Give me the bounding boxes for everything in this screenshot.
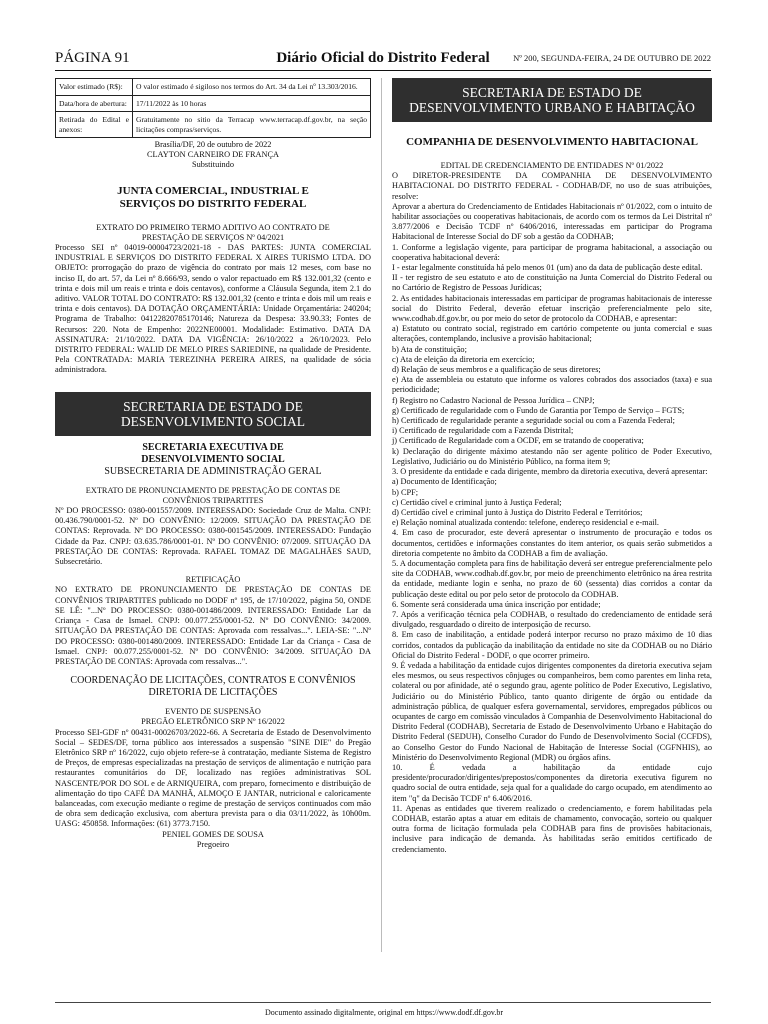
edital-paragraph: 4. Em caso de procurador, este deverá apresentar o instrumento de procuração e todos os documentos, certidões e informações constantes do item anterior, os quais serão submetidos a diretoria competente no âmbito da CODHAB a fim de avaliação. bbox=[392, 528, 712, 558]
table-row bbox=[56, 79, 371, 96]
edital-paragraph: 5. A documentação completa para fins de habilitação deverá ser entregue preferencialmente pelo site da CODHAB, www.codhab.df.gov.br, por meio de preenchimento eletrônico na área restrita da entidade, mediante login e senha, no prazo de 60 (sessenta) dias corridos a contar da publicação deste edital ou por pelo setor de protocolo da CODHAB. bbox=[392, 558, 712, 599]
subsecretaria: SUBSECRETARIA DE ADMINISTRAÇÃO GERAL bbox=[104, 465, 322, 477]
table-value: 17/11/2022 às 10 horas bbox=[133, 95, 371, 112]
edital-paragraph: 9. É vedada a habilitação da entidade cujos dirigentes componentes da diretoria executiva sejam eles mesmos, ou seus respectivos cônjuges ou companheiros, bem como parentes em linha reta, colateral ou por afinidade, até o segundo grau, agente político de Poder Executivo, Legislativo, Judiciário ou do Ministério Público, tanto quanto dirigente de órgão ou entidade da administração pública, de qualquer esfera governamental, servidores, empregados públicos ou ocupantes de cargo em comissão vinculados à Companhia de Desenvolvimento Habitacional do Distrito Federal (CODHAB), Secretaria de Estado de Desenvolvimento Urbano e Habitação do Distrito Federal (SEDUH), Conselho Curador do Fundo de Desenvolvimento Social (CCFDS), ao Conselho Gestor do Fundo Nacional de Habitação de Interesse Social (CGFNHIS), ao Ministério do Desenvolvimento Regional (MDR) ou órgãos afins. bbox=[392, 660, 712, 762]
footer-rule bbox=[55, 1002, 711, 1003]
extrato-title: EXTRATO DE PRONUNCIAMENTO DE PRESTAÇÃO DE CONTAS DE CONVÊNIOS TRIPARTITES bbox=[85, 485, 341, 505]
footer-note: Documento assinado digitalmente, original em https://www.dodf.df.gov.br bbox=[264, 1008, 504, 1017]
sign-role: Pregoeiro bbox=[196, 839, 230, 849]
edital-paragraph: b) Ata de constituição; bbox=[392, 344, 467, 354]
edital-paragraph: 6. Somente será considerada uma única inscrição por entidade; bbox=[392, 599, 601, 609]
table-value: Gratuitamente no sitio da Terracap www.terracap.df.gov.br, na seção licitações compras/serviços. bbox=[133, 112, 371, 138]
edital-body bbox=[392, 171, 712, 855]
edital-paragraph: c) Ata de eleição da diretoria em exercício; bbox=[392, 354, 535, 364]
edital-paragraph: g) Certificado de regularidade com o Fundo de Garantia por Tempo de Serviço – FGTS; bbox=[392, 405, 685, 415]
junta-body: Processo SEI nº 04019-00004723/2021-18 - DAS PARTES: JUNTA COMERCIAL INDUSTRIAL E SERVIÇOS DO DISTRITO FEDERAL X AIRES TURISMO LTDA. DO OBJETO: prorrogação do prazo de vigência do contrato por mais 12 meses, com base no inciso II, do art. 57, da Lei nº 8.666/93, sendo o valor repactuado em R$ 132.001,32 (cento e trinta e dois mil um reais e trinta e dois centavos), conforme a Cláusula Segunda, item 2.1 do aditivo. VALOR TOTAL DO CONTRATO: R$ 132.001,32 (cento e trinta e dois mil um reais e trinta e dois centavos). DA DOTAÇÃO ORÇAMENTÁRIA: Unidade Orçamentária: 240204; Programa de Trabalho: 04122820785170146; Natureza da Despesa: 33.90.33; Fontes de Recursos: 220. Nota de Empenho: 2022NE00001. Modalidade: Estimativo. DATA DA ASSINATURA: 21/10/2022. DATA DA VIGÊNCIA: 26/10/2022 a 26/10/2023. Pelo DISTRITO FEDERAL: WALID DE MELO PIRES SARIEDINE, na qualidade de Presidente. Pela CONTRATADA: MARIA TEREZINHA PEREIRA AIRES, na qualidade de sócia administradora. bbox=[55, 243, 371, 375]
signature-block bbox=[55, 140, 371, 171]
edital-paragraph: d) Relação de seus membros e a qualificação de seus diretores; bbox=[392, 365, 601, 375]
evento-body: Processo SEI-GDF nº 00431-00026703/2022-66. A Secretaria de Estado de Desenvolvimento Social – SEDES/DF, torna público aos interessados a suspensão "SINE DIE" do Pregão Eletrônico SRP nº 16/2022, cujo objeto refere-se à contratação, mediante Sistema de Registro de Preços, de empresas especializadas na prestação de serviços de alimentação e nutrição para restaurantes comunitários do DF, localizado nas regiões administrativas SOL NASCENTE/POR DO SOL e de ARNIQUEIRA, com preparo, fornecimento e distribuição de alimentação do tipo CAFÉ DA MANHÃ, ALMOÇO E JANTAR, nutricional e caloricamente balanceadas, com execução mediante o regime de prestação de serviços continuados com mão de obra sem dedicação exclusiva, com abertura prevista para o dia 03/11/2022, às 10h00m. UASG: 450858. Informações: (61) 3773.7150. bbox=[55, 727, 371, 829]
table-key: Valor estimado (R$): bbox=[56, 79, 133, 96]
retificacao-title: RETIFICAÇÃO bbox=[185, 575, 241, 585]
edital-paragraph: O DIRETOR-PRESIDENTE DA COMPANHIA DE DESENVOLVIMENTO HABITACIONAL DO DISTRITO FEDERAL - CODHAB/DF, no uso de suas atribuições, resolve: bbox=[392, 171, 712, 201]
table-row bbox=[56, 95, 371, 112]
table-value: O valor estimado é sigiloso nos termos do Art. 34 da Lei nº 13.303/2016. bbox=[133, 79, 371, 96]
column-divider bbox=[381, 78, 382, 952]
edital-paragraph: a) Documento de Identificação; bbox=[392, 477, 497, 487]
codhab-title: COMPANHIA DE DESENVOLVIMENTO HABITACIONAL bbox=[406, 136, 698, 148]
edital-paragraph: b) CPF; bbox=[392, 487, 419, 497]
page-number: PÁGINA 91 bbox=[55, 50, 130, 66]
junta-title: JUNTA COMERCIAL, INDUSTRIAL E SERVIÇOS DO DISTRITO FEDERAL bbox=[117, 184, 309, 210]
edital-paragraph: II - ter registro de seu estatuto e ato de constituição na Junta Comercial do Distrito Federal ou no Cartório de Registro de Pessoas Jurídicas; bbox=[392, 273, 712, 293]
edital-paragraph: d) Certidão cível e criminal junto à Justiça do Distrito Federal e Territórios; bbox=[392, 507, 643, 517]
edital-paragraph: I - estar legalmente constituída há pelo menos 01 (um) ano da data de publicação deste edital. bbox=[392, 263, 703, 273]
sign-name: CLAYTON CARNEIRO DE FRANÇA bbox=[146, 150, 280, 160]
newspaper-title: Diário Oficial do Distrito Federal bbox=[276, 50, 490, 66]
secretaria-executiva: SECRETARIA EXECUTIVA DE DESENVOLVIMENTO SOCIAL bbox=[141, 441, 285, 465]
edital-paragraph: 1. Conforme a legislação vigente, para participar de programa habitacional, a associação ou cooperativa habitacional deverá: bbox=[392, 242, 712, 262]
edital-paragraph: a) Estatuto ou contrato social, registrado em cartório competente ou junta comercial e suas alterações, contemplando, inclusive a provisão habitacional; bbox=[392, 324, 712, 344]
edital-paragraph: c) Certidão cível e criminal junto à Justiça Federal; bbox=[392, 497, 562, 507]
edital-paragraph: j) Certificado de Regularidade com a OCDF, em se tratando de cooperativa; bbox=[392, 436, 644, 446]
edital-paragraph: h) Certificado de regularidade perante a seguridade social ou com a Fazenda Federal; bbox=[392, 416, 675, 426]
table-key: Retirada do Edital e anexos: bbox=[56, 112, 133, 138]
bid-info-table bbox=[55, 78, 371, 138]
evento-title: EVENTO DE SUSPENSÃO bbox=[165, 707, 261, 717]
edital-paragraph: 8. Em caso de inabilitação, a entidade poderá interpor recurso no prazo máximo de 10 dias corridos, contados da publicação da inabilitação da entidade no site da CODHAB ou no Diário Oficial do Distrito Federal - DODF, o que ocorrer primeiro. bbox=[392, 630, 712, 660]
edital-paragraph: 2. As entidades habitacionais interessadas em participar de programas habitacionais de interesse social do Distrito Federal, deverão efetuar inscrição preferencialmente pelo site, www.codhab.df.gov.br, ou por meio do setor de protocolo da CODHAB, e apresentar: bbox=[392, 293, 712, 324]
retificacao-body: NO EXTRATO DE PRONUNCIAMENTO DE PRESTAÇÃO DE CONTAS DE CONVÊNIOS TRIPARTITES publicado no DODF nº 195, de 17/10/2022, página 50, ONDE SE LÊ: "...Nº DO PROCESSO: 0380-001486/2009. INTERESSADO: Entidade Lar da Criança - Casa de Ismael. CNPJ: 00.077.255/0001-52. Nº DO CONVÊNIO: 34/2009. SITUAÇÃO DA PRESTAÇÃO DE CONTAS: Aprovada com ressalvas...". LEIA-SE: "...Nº DO PROCESSO: 0380-001480/2009. INTERESSADO: Entidade Lar da Criança - Casa de Ismael. CNPJ: 00.077.255/0001-52. Nº DO CONVÊNIO: 34/2009. SITUAÇÃO DA PRESTAÇÃO DE CONTAS: Aprovada com ressalvas...". bbox=[55, 585, 371, 666]
edital-paragraph: f) Registro no Cadastro Nacional de Pessoa Jurídica – CNPJ; bbox=[392, 395, 595, 405]
issue-info: Nº 200, SEGUNDA-FEIRA, 24 DE OUTUBRO DE 2022 bbox=[513, 53, 711, 63]
header-rule bbox=[55, 70, 711, 71]
edital-paragraph: Aprovar a abertura do Credenciamento de Entidades Habitacionais nº 01/2022, com o intuito de habilitar associações ou cooperativas habitacionais, de acordo com os termos da Lei Distrital nº 3.877/2006 e Decisão TCDF nº 6406/2016, interessadas em participar do Programa Habitacional de Interesse Social do DF sob a gestão da CODHAB; bbox=[392, 201, 712, 242]
right-column bbox=[392, 78, 712, 855]
edital-paragraph: 11. Apenas as entidades que tiverem realizado o credenciamento, e forem habilitadas pela CODHAB, estarão aptas a atuar em editais de chamamento, convocação, sorteio ou qualquer outra forma de licitação formulada pela CODHAB para fins de provisões habitacionais, inclusive para indicação de demanda. Às habilitadas serão emitidos certificado de credenciamento. bbox=[392, 803, 712, 854]
extrato-body: Nº DO PROCESSO: 0380-001557/2009. INTERESSADO: Sociedade Cruz de Malta. CNPJ: 00.436.790/0001-52. Nº DO CONVÊNIO: 12/2009. SITUAÇÃO DA PRESTAÇÃO DE CONTAS: Reprovada. Nº DO PROCESSO: 0380-001545/2009. INTERESSADO: Fundação Cidade da Paz. CNPJ: 03.635.786/0001-01. Nº DO CONVÊNIO: 07/2009. SITUAÇÃO DA PRESTAÇÃO DE CONTAS: Reprovada. RAFAEL TOMAZ DE MAGALHÃES SAUD, Subsecretário. bbox=[55, 506, 371, 567]
edital-paragraph: e) Relação nominal atualizada contendo: telefone, endereço residencial e e-mail. bbox=[392, 518, 659, 528]
sign-role: Substituindo bbox=[192, 160, 234, 170]
table-row bbox=[56, 112, 371, 138]
page-header bbox=[55, 50, 711, 70]
edital-paragraph: e) Ata de assembleia ou estatuto que informe os valores cobrados dos associados (taxa) e sua periodicidade; bbox=[392, 375, 712, 395]
pregao-title: PREGÃO ELETRÔNICO SRP Nº 16/2022 bbox=[141, 717, 285, 727]
sedes-banner: SECRETARIA DE ESTADO DE DESENVOLVIMENTO SOCIAL bbox=[55, 392, 371, 436]
junta-extrato-title: EXTRATO DO PRIMEIRO TERMO ADITIVO AO CONTRATO DE PRESTAÇÃO DE SERVIÇOS Nº 04/2021 bbox=[96, 222, 330, 242]
table-key: Data/hora de abertura: bbox=[56, 95, 133, 112]
signature-block bbox=[55, 830, 371, 850]
edital-paragraph: 3. O presidente da entidade e cada dirigente, membro da diretoria executiva, deverá apresentar: bbox=[392, 467, 708, 477]
sign-name: PENIEL GOMES DE SOUSA bbox=[162, 829, 264, 839]
edital-paragraph: i) Certificado de regularidade com a Fazenda Distrital; bbox=[392, 426, 574, 436]
edital-paragraph: 10. É vedada a habilitação da entidade cujo presidente/procurador/dirigentes/prepostos/componentes da diretoria executiva figurem no quadro social de outra entidade, seja qual for a qualidade do cargo ocupado, em atendimento ao item "q" da Decisão TCDF nº 6.406/2016. bbox=[392, 762, 712, 803]
seduh-banner: SECRETARIA DE ESTADO DE DESENVOLVIMENTO URBANO E HABITAÇÃO bbox=[392, 78, 712, 122]
edital-title: EDITAL DE CREDENCIAMENTO DE ENTIDADES Nº 01/2022 bbox=[440, 161, 664, 170]
edital-paragraph: k) Declaração do dirigente máximo atestando não ser agente político de Poder Executivo, Legislativo, Judiciário ou do Ministério Público, na forma item 9; bbox=[392, 446, 712, 466]
coordenacao-title: COORDENAÇÃO DE LICITAÇÕES, CONTRATOS E CONVÊNIOS DIRETORIA DE LICITAÇÕES bbox=[70, 675, 356, 699]
edital-paragraph: 7. Após a verificação técnica pela CODHAB, o resultado do credenciamento de entidade será divulgado, resguardado o direito de interposição de recurso. bbox=[392, 609, 712, 630]
left-column bbox=[55, 78, 371, 850]
sign-place-date: Brasília/DF, 20 de outubro de 2022 bbox=[154, 140, 272, 149]
